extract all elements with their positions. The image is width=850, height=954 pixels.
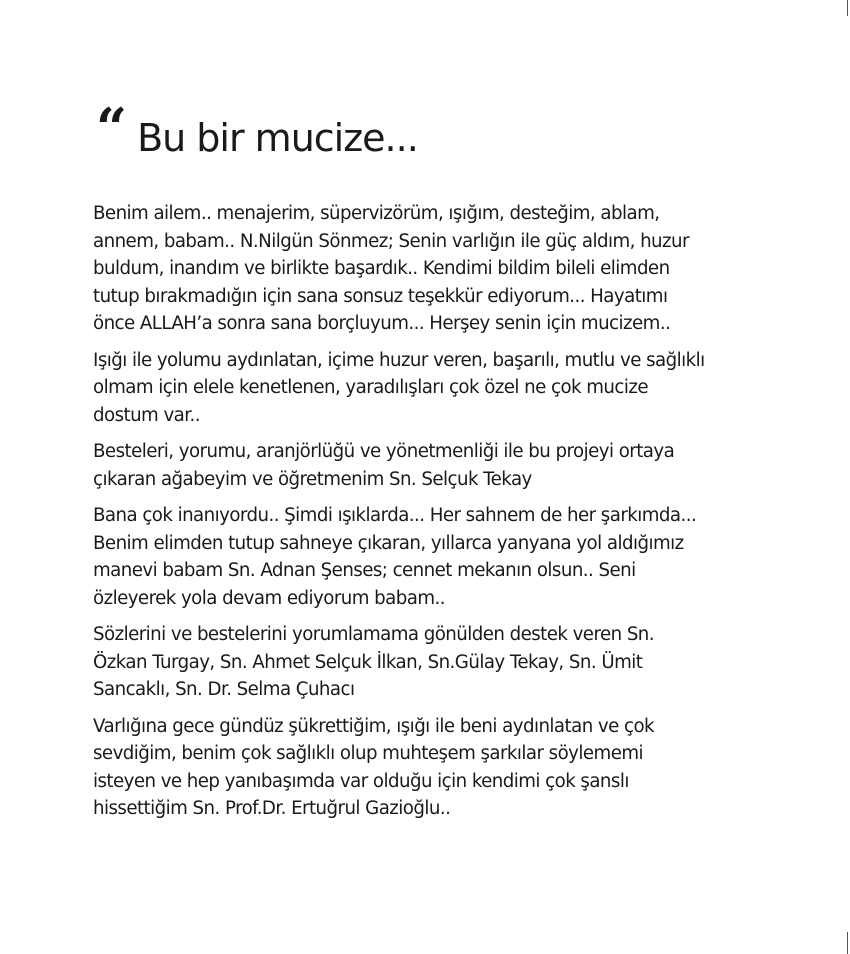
text-line: dostum var..: [93, 404, 200, 426]
text-line: Sancaklı, Sn. Dr. Selma Çuhacı: [93, 679, 355, 700]
text-line: isteyen ve hep yanıbaşımda var olduğu için kendimi çok şanslı: [93, 770, 629, 792]
paragraph-5: [93, 621, 763, 704]
paragraph-6: [93, 713, 763, 823]
crop-mark-bottom: [847, 932, 848, 954]
body-text: [93, 200, 763, 832]
text-line: Işığı ile yolumu aydınlatan, içime huzur veren, başarılı, mutlu ve sağlıklı: [93, 349, 705, 371]
quote-mark-icon: “: [96, 96, 124, 160]
text-line: Bana çok inanıyordu.. Şimdi ışıklarda... Her sahnem de her şarkımda...: [93, 505, 697, 526]
text-line: olmam için elele kenetlenen, yaradılışları çok özel ne çok mucize: [93, 377, 648, 398]
page-heading: [96, 96, 418, 166]
page-title: Bu bir mucize...: [137, 116, 418, 160]
text-line: manevi babam Sn. Adnan Şenses; cennet mekanın olsun.. Seni: [93, 560, 636, 581]
text-line: Varlığına gece gündüz şükrettiğim, ışığı ile beni aydınlatan ve çok: [93, 715, 655, 737]
text-line: özleyerek yola devam ediyorum babam..: [93, 587, 445, 609]
text-line: hissettiğim Sn. Prof.Dr. Ertuğrul Gazioğlu..: [93, 798, 451, 819]
text-line: çıkaran ağabeyim ve öğretmenim Sn. Selçuk Tekay: [93, 468, 532, 490]
paragraph-2: [93, 347, 763, 430]
text-line: Sözlerini ve bestelerini yorumlamama gönülden destek veren Sn.: [93, 624, 655, 645]
paragraph-4: [93, 502, 763, 612]
text-line: annem, babam.. N.Nilgün Sönmez; Senin varlığın ile güç aldım, huzur: [93, 230, 689, 252]
text-line: önce ALLAH’a sonra sana borçluyum... Herşey senin için mucizem..: [93, 313, 671, 334]
text-line: tutup bırakmadığın için sana sonsuz teşekkür ediyorum... Hayatımı: [93, 285, 668, 307]
text-line: Benim elimden tutup sahneye çıkaran, yıllarca yanyana yol aldığımız: [93, 532, 684, 554]
text-line: Özkan Turgay, Sn. Ahmet Selçuk İlkan, Sn.Gülay Tekay, Sn. Ümit: [93, 651, 643, 673]
text-line: Besteleri, yorumu, aranjörlüğü ve yönetmenliği ile bu projeyi ortaya: [93, 441, 675, 462]
crop-mark-top: [847, 0, 848, 16]
text-line: Benim ailem.. menajerim, süpervizörüm, ışığım, desteğim, ablam,: [93, 203, 660, 224]
paragraph-1: [93, 200, 763, 338]
text-line: buldum, inandım ve birlikte başardık.. Kendimi bildim bileli elimden: [93, 258, 670, 279]
paragraph-3: [93, 438, 763, 493]
text-line: sevdiğim, benim çok sağlıklı olup muhteşem şarkılar söylememi: [93, 743, 644, 764]
